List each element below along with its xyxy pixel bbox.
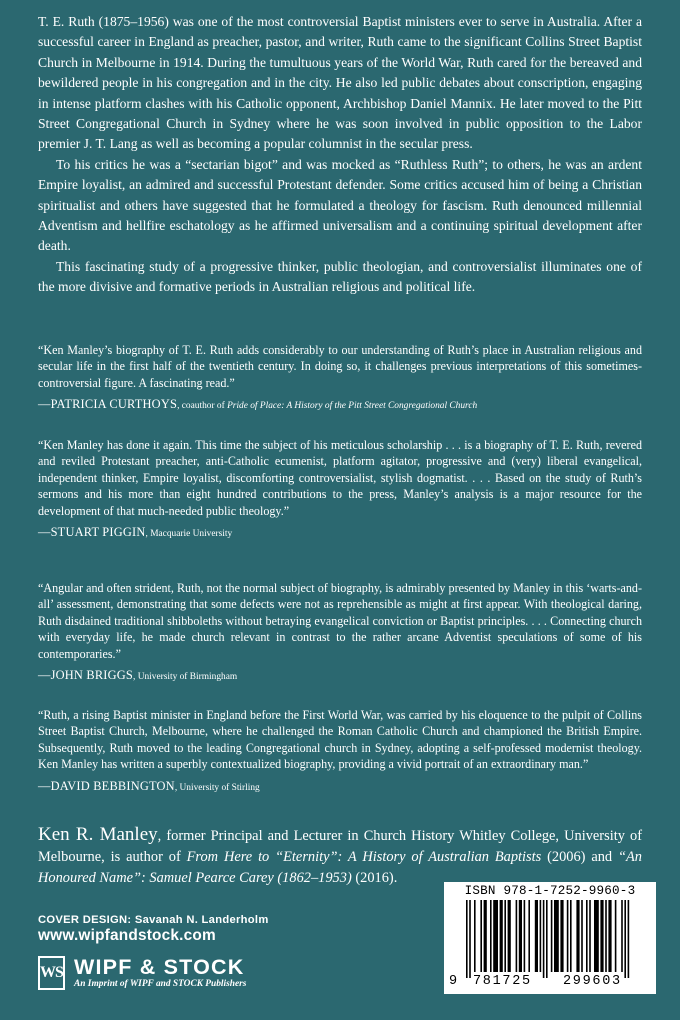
endorsement-attribution <box>38 396 642 414</box>
description-paragraph: This fascinating study of a progressive thinker, public theologian, and controversialist illuminates one of the more divisive and formative periods in Australian religious and political life. <box>38 258 642 295</box>
barcode-bar <box>615 900 617 972</box>
endorsement <box>38 342 642 415</box>
barcode-bar <box>608 900 611 972</box>
author-bio-text: (2016). <box>351 870 398 887</box>
endorser-affiliation: , Macquarie University <box>145 529 233 540</box>
publisher-logo <box>38 956 278 992</box>
barcode-bar <box>581 900 583 972</box>
barcode-bar <box>508 900 511 972</box>
barcode-bar <box>624 900 626 978</box>
credits <box>38 914 269 945</box>
endorser-name: —DAVID BEBBINGTON <box>38 778 175 793</box>
barcode-bar <box>469 900 471 978</box>
barcode-bar <box>600 900 603 972</box>
endorser-name: —STUART PIGGIN <box>38 525 146 540</box>
isbn-label: ISBN 978-1-7252-9960-3 <box>464 884 636 898</box>
barcode-bars <box>452 900 648 980</box>
author-book-title: “An Honoured Name”: Samuel Pearce Carey (1862–1953) <box>38 849 643 887</box>
endorsement-attribution <box>38 667 642 685</box>
book-description <box>38 12 642 298</box>
endorser-affiliation: , University of Stirling <box>174 782 260 793</box>
barcode-bar <box>576 900 579 972</box>
endorser-name: —JOHN BRIGGS <box>38 668 133 683</box>
endorsement-quote: “Ken Manley’s biography of T. E. Ruth adds considerably to our understanding of Ruth’s place in Australian religious and secular life in the first half of the twentieth century. In doing so, it challenges previous interpretations of this sometimes-controversial figure. A fascinating read.” <box>38 343 642 390</box>
barcode-bar <box>474 900 476 972</box>
barcode-bar <box>484 900 487 972</box>
barcode-bar <box>493 900 498 972</box>
author-bio <box>38 824 642 890</box>
endorsement <box>38 437 642 542</box>
barcode-bar <box>567 900 569 972</box>
endorser-affiliation: , coauthor of <box>177 401 228 412</box>
barcode-bar <box>516 900 518 972</box>
endorser-affiliation: , University of Birmingham <box>133 672 238 683</box>
author-bio-text: (2006) and <box>541 849 619 866</box>
isbn-barcode <box>444 882 656 994</box>
barcode-bar <box>621 900 623 972</box>
author-book-title: From Here to “Eternity”: A History of Australian Baptists <box>186 849 542 866</box>
barcode-bar <box>490 900 492 972</box>
barcode-bar <box>570 900 572 972</box>
endorser-book-title: Pride of Place: A History of the Pitt Street Congregational Church <box>227 401 478 412</box>
publisher-tagline: An Imprint of WIPF and STOCK Publishers <box>74 979 247 989</box>
description-paragraph: T. E. Ruth (1875–1956) was one of the most controversial Baptist ministers ever to serve in Australia. After a successful career in England as preacher, pastor, and writer, Ruth came to the significant Collins Street Baptist Church in Melbourne in 1914. During the tumultuous years of the World War, Ruth cared for the bereaved and bewildered people in his congregation and in the city. He also led public debates about conscription, engaging in intense platform clashes with his Catholic opponent, Archbishop Daniel Mannix. He later moved to the Pitt Street Congregational Church in Sydney where he was soon involved in public opposition to the Labor premier J. T. Lang as well as becoming a popular columnist in the secular press. <box>38 14 642 152</box>
publisher-monogram: WS <box>38 956 65 990</box>
publisher-website: www.wipfandstock.com <box>38 927 216 944</box>
barcode-bar <box>466 900 468 978</box>
author-bio-text: , former Principal and Lecturer in Church History Whitley College, University of Melbourne, is author of <box>38 828 642 866</box>
barcode-bar <box>628 900 630 978</box>
barcode-bar <box>519 900 522 972</box>
barcode-bar <box>589 900 591 972</box>
barcode-bar <box>543 900 545 978</box>
barcode-left-digits: 781725 <box>473 974 532 989</box>
description-paragraph: To his critics he was a “sectarian bigot” and was mocked as “Ruthless Ruth”; to others, he was an ardent Empire loyalist, an admired and successful Protestant defender. Some critics accused him of being a Christian spiritualist and others have suggested that he formulated a theology for fascism. Ruth denounced millennial Adventism and hellfire eschatology as he affirmed universalism and a continuing spiritual development after death. <box>38 156 642 254</box>
endorsement-quote: “Ruth, a rising Baptist minister in England before the First World War, was carried by his eloquence to the pulpit of Collins Street Baptist Church, Melbourne, where he challenged the Roman Catholic Church and championed the British Empire. Subsequently, Ruth moved to the leading Congregational church in Sydney, adopting a self-professed modernist theology. Ken Manley has written a superbly contextualized biography, providing a vivid portrait of an extraordinary man.” <box>38 708 642 772</box>
endorsement-quote: “Ken Manley has done it again. This time the subject of his meticulous scholarship . . . is a biography of T. E. Ruth, revered and reviled Protestant preacher, anti-Catholic ecumenist, platform agitator, progressive and (very) liberal evangelical, independent thinker, Empire loyalist, discomforting controversialist, stylish dogmatist. . . . Based on the study of Ruth’s sermons and his more than eight hundred contributions to the press, Manley’s analysis is a major resource for the development of that much-needed public theology.” <box>38 438 642 518</box>
endorsement-attribution <box>38 524 642 542</box>
barcode-bar <box>560 900 563 972</box>
barcode-bar <box>605 900 607 972</box>
barcode-bar <box>524 900 526 972</box>
barcode-bar <box>535 900 538 972</box>
barcode-bar <box>540 900 542 972</box>
barcode-lead-digit: 9 <box>449 974 459 989</box>
endorsement-quote: “Angular and often strident, Ruth, not the normal subject of biography, is admirably presented by Manley in this ‘warts-and-all’ assessment, demonstrating that some defects were not as reprehensible as might at first appear. With theological daring, Ruth disdained traditional shibboleths without betraying evangelical conviction or Baptist principles. . . . Connecting church with everyday life, he made church relevant in contrast to the rather arcane Adventist speculations of some of his contemporaries.” <box>38 581 642 661</box>
barcode-bar <box>480 900 482 972</box>
barcode-bar <box>500 900 503 972</box>
barcode-bar <box>586 900 588 972</box>
cover-design-credit: COVER DESIGN: Savanah N. Landerholm <box>38 914 269 926</box>
barcode-bar <box>594 900 599 972</box>
barcode-bar <box>551 900 553 972</box>
barcode-bar <box>504 900 506 972</box>
endorsement-attribution <box>38 778 642 796</box>
endorsement <box>38 580 642 685</box>
publisher-name: WIPF & STOCK <box>74 955 245 979</box>
author-name: Ken R. Manley <box>38 824 158 845</box>
endorsement <box>38 707 642 796</box>
barcode-bar <box>546 900 548 978</box>
endorser-name: —PATRICIA CURTHOYS <box>38 397 178 412</box>
barcode-right-digits: 299603 <box>563 974 622 989</box>
barcode-bar <box>554 900 559 972</box>
barcode-bar <box>528 900 530 972</box>
